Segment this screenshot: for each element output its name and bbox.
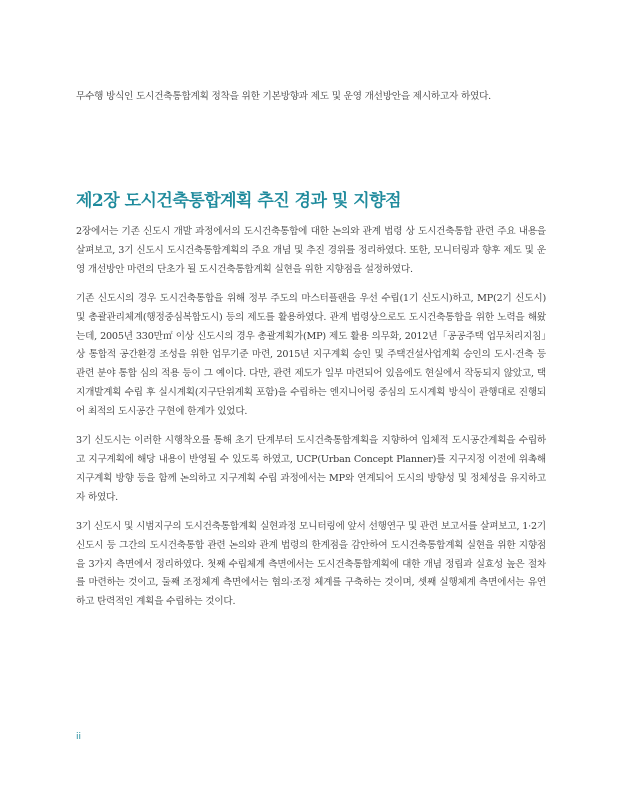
body-paragraph: 2장에서는 기존 신도시 개발 과정에서의 도시건축통합에 대한 논의와 관계 법령 상 도시건축통합 관련 주요 내용을 살펴보고, 3기 신도시 도시건축통합계획의 주요 개념 및 추진 경위를 정리하였다. 또한, 모니터링과 향후 제도 및 운영 개선방안 마련의 단초가 될 도시건축통합계획 실현을 위한 지향점을 설정하였다. [76,226,546,275]
chapter-title: 제2장 도시건축통합계획 추진 경과 및 지향점 [76,191,402,211]
body-paragraph: 기존 신도시의 경우 도시건축통합을 위해 정부 주도의 마스터플랜을 우선 수립(1기 신도시)하고, MP(2기 신도시) 및 총괄관리체계(행정중심복합도시) 등의 제도를 활용하였다. 관계 법령상으로도 도시건축통합을 위한 노력을 해왔는데, 2005년 330만㎡ 이상 신도시의 경우 총괄계획가(MP) 제도 활용 의무화, 2012년「공공주택 업무처리지침」상 통합적 공간환경 조성을 위한 업무기준 마련, 2015년 지구계획 승인 및 주택건설사업계획 승인의 도시·건축 등 관련 분야 통합 심의 적용 등이 그 예이다. 다만, 관련 제도가 일부 마련되어 있음에도 현실에서 작동되지 않았고, 택지개발계획 수립 후 실시계획(지구단위계획 포함)을 수립하는 엔지니어링 중심의 도시계획 방식이 관행대로 진행되어 최적의 도시공간 구현에 한계가 있었다. [76,292,546,418]
intro-section [76,86,546,107]
body-paragraph: 3기 신도시 및 시범지구의 도시건축통합계획 실현과정 모니터링에 앞서 선행연구 및 관련 보고서를 살펴보고, 1·2기 신도시 등 그간의 도시건축통합 관련 논의와 관계 법령의 한계점을 감안하여 도시건축통합계획 실현을 위한 지향점을 3가지 측면에서 정리하였다. 첫째 수립체계 측면에서는 도시건축통합계획에 대한 개념 정립과 실효성 높은 절차를 마련하는 것이고, 둘째 조정체계 측면에서는 협의·조정 체계를 구축하는 것이며, 셋째 실행체계 측면에서는 유연하고 탄력적인 계획을 수립하는 것이다. [76,520,546,608]
page-number: ii [76,732,82,742]
body-paragraph: 3기 신도시는 이러한 시행착오를 통해 초기 단계부터 도시건축통합계획을 지향하여 입체적 도시공간계획을 수립하고 지구계획에 해당 내용이 반영될 수 있도록 하였고, UCP(Urban Concept Planner)를 지구지정 이전에 위촉해 지구계획 방향 등을 함께 논의하고 지구계획 수립 과정에서는 MP와 연계되어 도시의 방향성 및 정체성을 유지하고자 하였다. [76,435,546,503]
intro-paragraph: 무수행 방식인 도시건축통합계획 정착을 위한 기본방향과 제도 및 운영 개선방안을 제시하고자 하였다. [76,91,492,102]
chapter-body [76,223,546,622]
